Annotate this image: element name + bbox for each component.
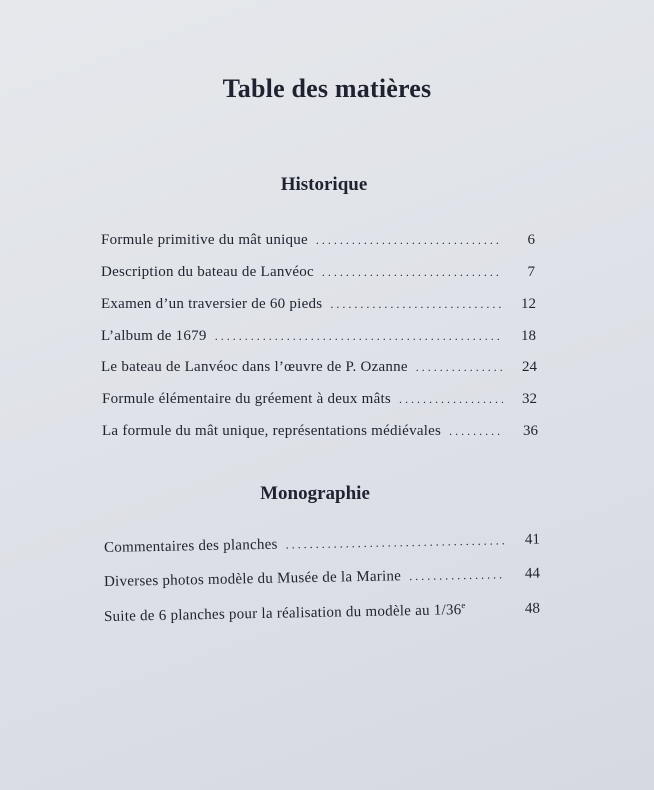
toc-entry-page: 44 bbox=[524, 565, 541, 582]
dot-leader bbox=[215, 329, 502, 344]
section-heading-monographie: Monographie bbox=[260, 483, 370, 504]
toc-entry bbox=[102, 423, 538, 440]
toc-entry bbox=[102, 391, 537, 408]
toc-entry bbox=[104, 566, 540, 591]
dot-leader bbox=[330, 297, 502, 312]
toc-entry-label: Examen d’un traversier de 60 pieds bbox=[101, 296, 323, 312]
toc-entry bbox=[104, 532, 540, 557]
toc-entry-label-text: Suite de 6 planches pour la réalisation du modèle au 1/36 bbox=[103, 602, 462, 625]
toc-entry-label: L’album de 1679 bbox=[101, 328, 207, 344]
toc-entry-label: Formule primitive du mât unique bbox=[101, 232, 308, 248]
toc-entry-page: 7 bbox=[527, 264, 535, 280]
toc-entry-label: La formule du mât unique, représentations médiévales bbox=[102, 423, 442, 439]
dot-leader bbox=[316, 233, 501, 248]
dot-leader bbox=[409, 567, 506, 584]
toc-entry bbox=[101, 264, 535, 281]
toc-entry bbox=[101, 328, 536, 345]
toc-entry bbox=[101, 232, 535, 249]
dot-leader bbox=[322, 265, 501, 280]
toc-entry bbox=[101, 359, 537, 376]
toc-entry-page: 48 bbox=[524, 600, 541, 617]
toc-entry-page: 18 bbox=[521, 328, 536, 344]
dot-leader bbox=[399, 392, 503, 407]
toc-entry-page: 41 bbox=[524, 531, 541, 548]
toc-entry-page: 6 bbox=[527, 232, 535, 248]
toc-entry bbox=[101, 296, 536, 313]
toc-entry-label: Diverses photos modèle du Musée de la Marine bbox=[103, 568, 402, 590]
toc-entry-page: 12 bbox=[521, 296, 536, 312]
toc-entry-label: Le bateau de Lanvéoc dans l’œuvre de P. Ozanne bbox=[101, 359, 408, 375]
toc-entry-page: 32 bbox=[522, 391, 537, 407]
toc-entry-label bbox=[104, 600, 466, 626]
section-heading-historique: Historique bbox=[280, 174, 368, 195]
toc-entry-page: 24 bbox=[522, 359, 537, 375]
dot-leader bbox=[449, 424, 504, 439]
toc-entry-page: 36 bbox=[523, 423, 538, 439]
toc-entry-label: Description du bateau de Lanvéoc bbox=[101, 264, 314, 280]
toc-entry bbox=[104, 599, 540, 626]
toc-entry-label: Commentaires des planches bbox=[103, 536, 278, 556]
toc-entry-label: Formule élémentaire du gréement à deux mâts bbox=[102, 391, 391, 407]
page-title: Table des matières bbox=[222, 74, 432, 103]
superscript-e: e bbox=[461, 600, 466, 611]
dot-leader bbox=[416, 360, 503, 375]
dot-leader bbox=[286, 533, 507, 552]
